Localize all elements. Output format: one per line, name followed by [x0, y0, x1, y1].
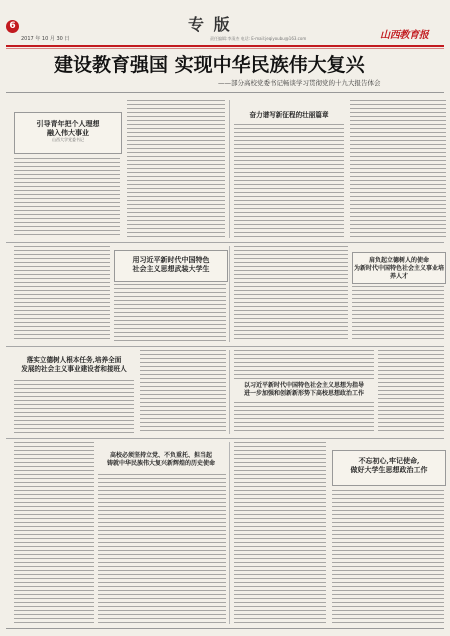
page-headline: 建设教育强国 实现中华民族伟大复兴	[54, 54, 365, 76]
editor-contact: 责任编辑:李清杰 电话: E-mail:jeqiyoubu@163.com	[210, 36, 307, 41]
article-5-body-b	[140, 350, 226, 434]
article-1-body-b	[127, 100, 225, 238]
article-6-title: 以习近平新时代中国特色社会主义思想为指导 进一步加强和创新新形势下高校思想政治工作	[243, 382, 364, 397]
page-number: 6	[6, 20, 19, 33]
article-7-body-b	[98, 474, 226, 624]
issue-date: 2017 年 10 月 30 日	[21, 36, 70, 42]
article-1-title: 引导青年把个人理想 融入伟大事业	[36, 119, 100, 137]
masthead-rule	[6, 45, 444, 47]
article-6-body-a	[234, 402, 374, 434]
article-4-title: 肩负起立德树人的使命 为新时代中国特色社会主义事业培养人才	[353, 257, 444, 280]
article-5-title: 落实立德树人根本任务,培养全面 发展的社会主义事业建设者和接班人	[21, 356, 127, 373]
article-8-title: 不忘初心,牢记使命, 做好大学生思想政治工作	[350, 456, 428, 474]
page-subheadline: ——部分高校党委书记畅谈学习贯彻党的十九大报告体会	[218, 79, 381, 87]
article-7-title: 高校必须坚持立党、不负重托、担当起 铸就中华民族伟大复兴新辉煌的历史使命	[106, 452, 215, 467]
article-3-body-a	[14, 246, 110, 342]
headline-rule	[6, 92, 444, 93]
newspaper-logo: 山西教育报	[380, 30, 429, 41]
article-3-body-b	[114, 284, 226, 342]
article-1-byline: 山西大学党委书记	[52, 137, 84, 142]
article-1-body-a	[14, 158, 120, 238]
article-3-title-box	[114, 250, 228, 282]
article-2-title: 奋力谱写新征程的壮丽篇章	[249, 111, 329, 119]
article-6-body-b	[378, 350, 444, 434]
article-4-body-a	[234, 246, 348, 342]
column-divider	[229, 100, 230, 238]
article-1-title-box	[14, 112, 122, 154]
article-6-body-top	[234, 350, 374, 380]
article-7-body-a	[14, 442, 94, 624]
row-divider	[6, 346, 444, 347]
article-4-body-b	[352, 286, 444, 342]
article-3-title: 用习近平新时代中国特色 社会主义思想武装大学生	[132, 255, 210, 273]
row-divider	[6, 438, 444, 439]
column-divider	[229, 350, 230, 434]
page-footer-rule	[6, 628, 444, 629]
article-8-body-b	[332, 490, 444, 624]
article-8-body-a	[234, 442, 326, 624]
masthead-rule-thin	[6, 48, 444, 49]
row-divider	[6, 242, 444, 243]
article-2-body-b	[350, 100, 446, 238]
article-5-body-a	[14, 380, 134, 434]
column-divider	[229, 442, 230, 624]
column-divider	[229, 246, 230, 342]
section-title: 专 版	[188, 15, 232, 34]
article-4-title-box	[352, 252, 446, 284]
article-2-body-a	[234, 124, 344, 238]
article-8-title-box	[332, 450, 446, 486]
